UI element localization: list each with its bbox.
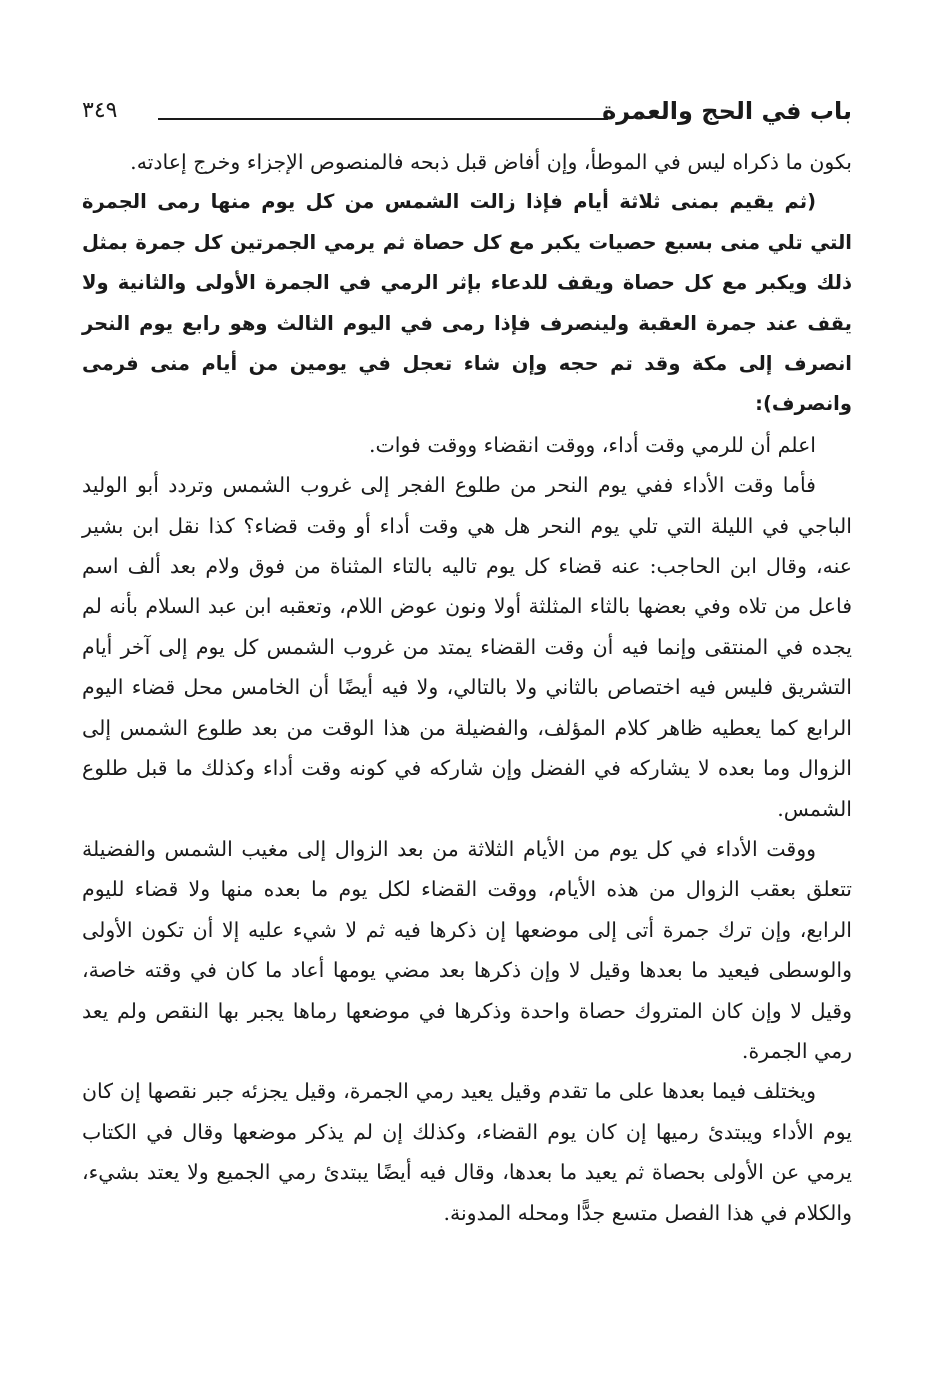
header-rule [158, 118, 608, 120]
page-number: ٣٤٩ [82, 98, 118, 123]
matn-paragraph: (ثم يقيم بمنى ثلاثة أيام فإذا زالت الشمس من كل يوم منها رمى الجمرة التي تلي منى بسبع حصيات يكبر مع كل حصاة ثم يرمي الجمرتين كل جمرة بمثل ذلك ويكبر مع كل حصاة ويقف للدعاء بإثر الرمي في الجمرة الأولى والثانية ولا يقف عند جمرة العقبة ولينصرف فإذا رمى في اليوم الثالث وهو رابع يوم النحر انصرف إلى مكة وقد تم حجه وإن شاء تعجل في يومين من أيام منى فرمى وانصرف): [82, 190, 852, 416]
page-header [82, 88, 852, 134]
paragraph: اعلم أن للرمي وقت أداء، ووقت انقضاء ووقت فوات. [368, 432, 816, 457]
paragraph: بكون ما ذكراه ليس في الموطأ، وإن أفاض قبل ذبحه فالمنصوص الإجزاء وخرج إعادته. [130, 150, 852, 174]
chapter-title: باب في الحج والعمرة [602, 97, 852, 125]
paragraph: ويختلف فيما بعدها على ما تقدم وقيل يعيد رمي الجمرة، وقيل يجزئه جبر نقصها إن كان يوم الأداء ويبتدئ رميها إن كان يوم القضاء، وكذلك إن لم يذكر موضعها وقال في الكتاب يرمي عن الأولى بحصاة ثم يعيد ما بعدها، وقال فيه أيضًا يبتدئ رمي الجميع ولا يعتد بشيء، والكلام في هذا الفصل متسع جدًّا ومحله المدونة. [82, 1079, 852, 1225]
paragraph: ووقت الأداء في كل يوم من الأيام الثلاثة من بعد الزوال إلى مغيب الشمس والفضيلة تتعلق بعقب الزوال من هذه الأيام، ووقت القضاء لكل يوم ما بعده منها ولا قضاء لليوم الرابع، وإن ترك جمرة أتى إلى موضعها إن ذكرها فيه ثم لا شيء عليه إلا أن تكون الأولى والوسطى فيعيد ما بعدها وقيل لا وإن ذكرها بعد مضي يومها أعاد ما كان في وقته خاصة، وقيل لا وإن كان المتروك حصاة واحدة وذكرها في موضعها رماها يجبر بها النقص ولم يعد رمي الجمرة. [82, 836, 852, 1063]
body-text [82, 142, 852, 1233]
paragraph: فأما وقت الأداء ففي يوم النحر من طلوع الفجر إلى غروب الشمس وتردد أبو الوليد الباجي في الليلة التي تلي يوم النحر هل هي وقت أداء أو وقت قضاء؟ كذا نقل ابن بشير عنه، وقال ابن الحاجب: عنه قضاء كل يوم تاليه بالتاء المثناة من فوق ولام بعد ألف اسم فاعل من تلاه وفي بعضها بالثاء المثلثة أولا ونون عوض اللام، وتعقبه ابن عبد السلام بأنه لم يجده في المنتقى وإنما فيه أن وقت القضاء يمتد من غروب الشمس كل يوم إلى آخر أيام التشريق فليس فيه اختصاص بالثاني ولا بالتالي، ولا فيه أيضًا أن الخامس محل قضاء اليوم الرابع كما يعطيه ظاهر كلام المؤلف، والفضيلة من هذا الوقت من بعد طلوع الشمس إلى الزوال وما بعده لا يشاركه في الفضل وإن شاركه في كونه وقت أداء وكذلك ما قبل طلوع الشمس. [82, 473, 852, 821]
